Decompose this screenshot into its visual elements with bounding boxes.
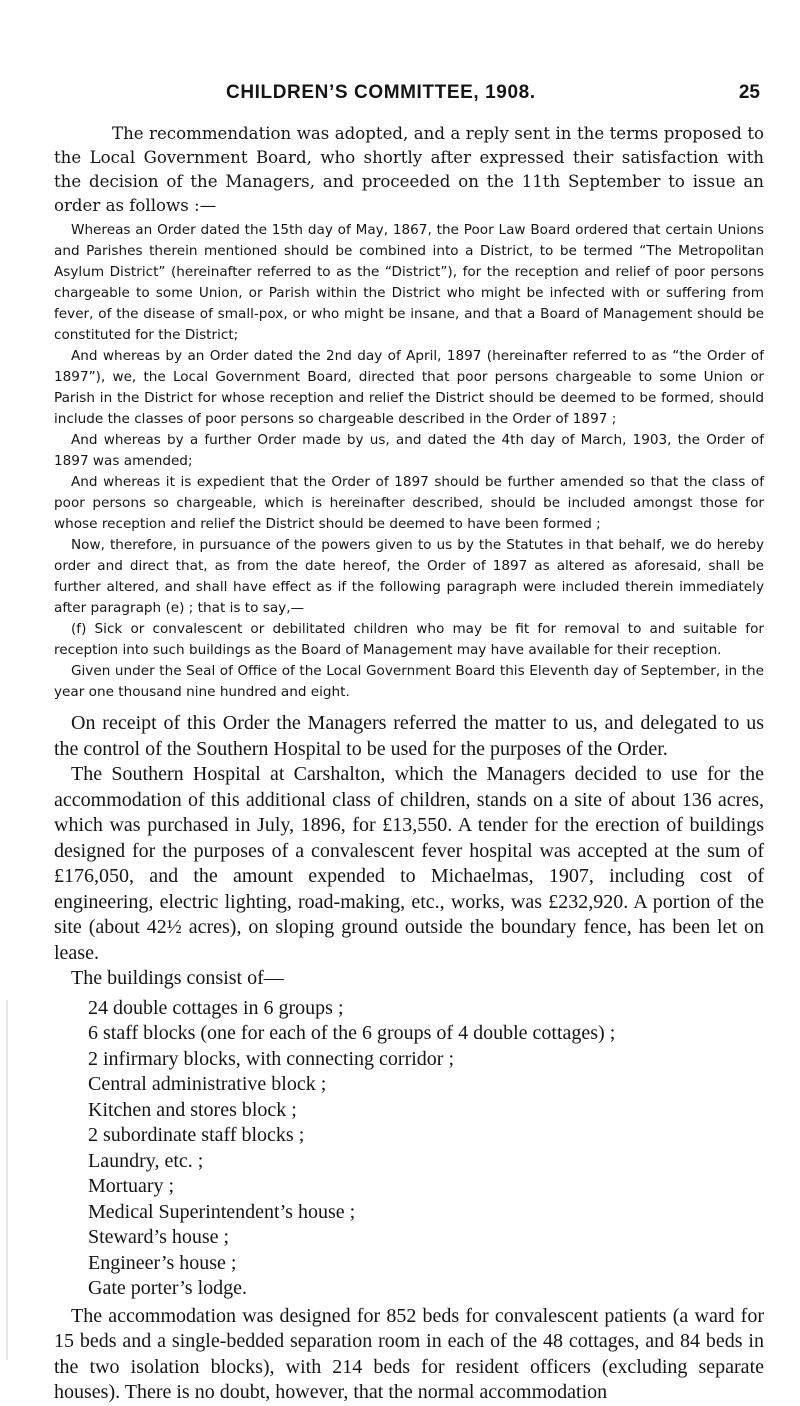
list-item: Mortuary ; bbox=[88, 1175, 175, 1197]
order-paragraph: Now, therefore, in pursuance of the powers given to us by the Statutes in that behalf, we do hereby order and direct that, as from the date hereof, the Order of 1897 as altered as aforesaid, shall be further altered, and shall have effect as if the following paragraph were included therein immediately after paragraph (e) ; that is to say,— bbox=[54, 537, 764, 616]
order-paragraph: And whereas by a further Order made by us, and dated the 4th day of March, 1903, the Order of 1897 was amended; bbox=[54, 432, 764, 469]
list-item: 2 subordinate staff blocks ; bbox=[88, 1124, 305, 1146]
list-item: 2 infirmary blocks, with connecting corridor ; bbox=[88, 1047, 455, 1070]
intro-paragraph: The recommendation was adopted, and a reply sent in the terms proposed to the Local Government Board, who shortly after expressed their satisfaction with the decision of the Managers, and proceeded on the 11th September to issue an order as follows :— bbox=[54, 124, 764, 215]
body-paragraph: On receipt of this Order the Managers referred the matter to us, and delegated to us the control of the Southern Hospital to be used for the purposes of the Order. bbox=[54, 712, 764, 760]
page-header bbox=[54, 82, 764, 112]
running-title: CHILDREN’S COMMITTEE, 1908. bbox=[226, 82, 536, 103]
order-paragraph: (f) Sick or convalescent or debilitated children who may be fit for removal to and suitable for reception into such buildings as the Board of Management may have available for their reception. bbox=[54, 621, 764, 658]
list-item: Central administrative block ; bbox=[88, 1073, 327, 1095]
body-paragraph: The buildings consist of— bbox=[71, 967, 284, 989]
order-paragraph: And whereas it is expedient that the Order of 1897 should be further amended so that the class of poor persons so chargeable, which is hereinafter described, should be included amongst those for whose reception and relief the District should be deemed to have been formed ; bbox=[54, 474, 764, 532]
list-item: Engineer’s house ; bbox=[88, 1251, 237, 1274]
order-paragraph: Whereas an Order dated the 15th day of May, 1867, the Poor Law Board ordered that certain Unions and Parishes therein mentioned should be combined into a District, to be termed “The Metropolitan Asylum District” (hereinafter referred to as the “District”), for the reception and relief of poor persons chargeable to some Union, or Parish within the District who might be infected with or suffering from fever, of the disease of small-pox, or who might be insane, and that a Board of Management should be constituted for the District; bbox=[54, 222, 764, 343]
main-text bbox=[54, 711, 764, 1406]
closing-paragraph: The accommodation was designed for 852 beds for convalescent patients (a ward for 15 beds and a single-bedded separation room in each of the 48 cottages, and 84 beds in the two isolation blocks), with 214 beds for resident officers (excluding separate houses). There is no doubt, however, that the normal accommodation bbox=[54, 1304, 764, 1403]
list-item: Gate porter’s lodge. bbox=[88, 1277, 248, 1299]
list-item: Medical Superintendent’s house ; bbox=[88, 1200, 356, 1223]
page-number: 25 bbox=[738, 82, 760, 103]
list-item: Laundry, etc. ; bbox=[88, 1149, 204, 1172]
order-paragraph: Given under the Seal of Office of the Local Government Board this Eleventh day of September, in the year one thousand nine hundred and eight. bbox=[54, 663, 764, 700]
list-item: 24 double cottages in 6 groups ; bbox=[88, 996, 344, 1019]
list-item: Kitchen and stores block ; bbox=[88, 1098, 297, 1121]
buildings-list bbox=[54, 996, 764, 1302]
body-paragraph: The Southern Hospital at Carshalton, which the Managers decided to use for the accommodation of this additional class of children, stands on a site of about 136 acres, which was purchased in July, 1896, for £13,550. A tender for the erection of buildings designed for the purposes of a convalescent fever hospital was accepted at the sum of £176,050, and the amount expended to Michaelmas, 1907, including cost of engineering, electric lighting, road-making, etc., works, was £232,920. A portion of the site (about 42½ acres), on sloping ground outside the boundary fence, has been let on lease. bbox=[54, 763, 764, 964]
order-paragraph: And whereas by an Order dated the 2nd day of April, 1897 (hereinafter referred to as “the Order of 1897”), we, the Local Government Board, directed that poor persons chargeable to some Union or Parish in the District for whose reception and relief the District should be deemed to be formed, should include the classes of poor persons so chargeable described in the Order of 1897 ; bbox=[54, 348, 764, 427]
list-item: Steward’s house ; bbox=[88, 1226, 230, 1248]
page-edge-shadow bbox=[6, 1000, 8, 1360]
list-item: 6 staff blocks (one for each of the 6 groups of 4 double cottages) ; bbox=[88, 1022, 616, 1044]
order-quotation bbox=[54, 220, 764, 703]
